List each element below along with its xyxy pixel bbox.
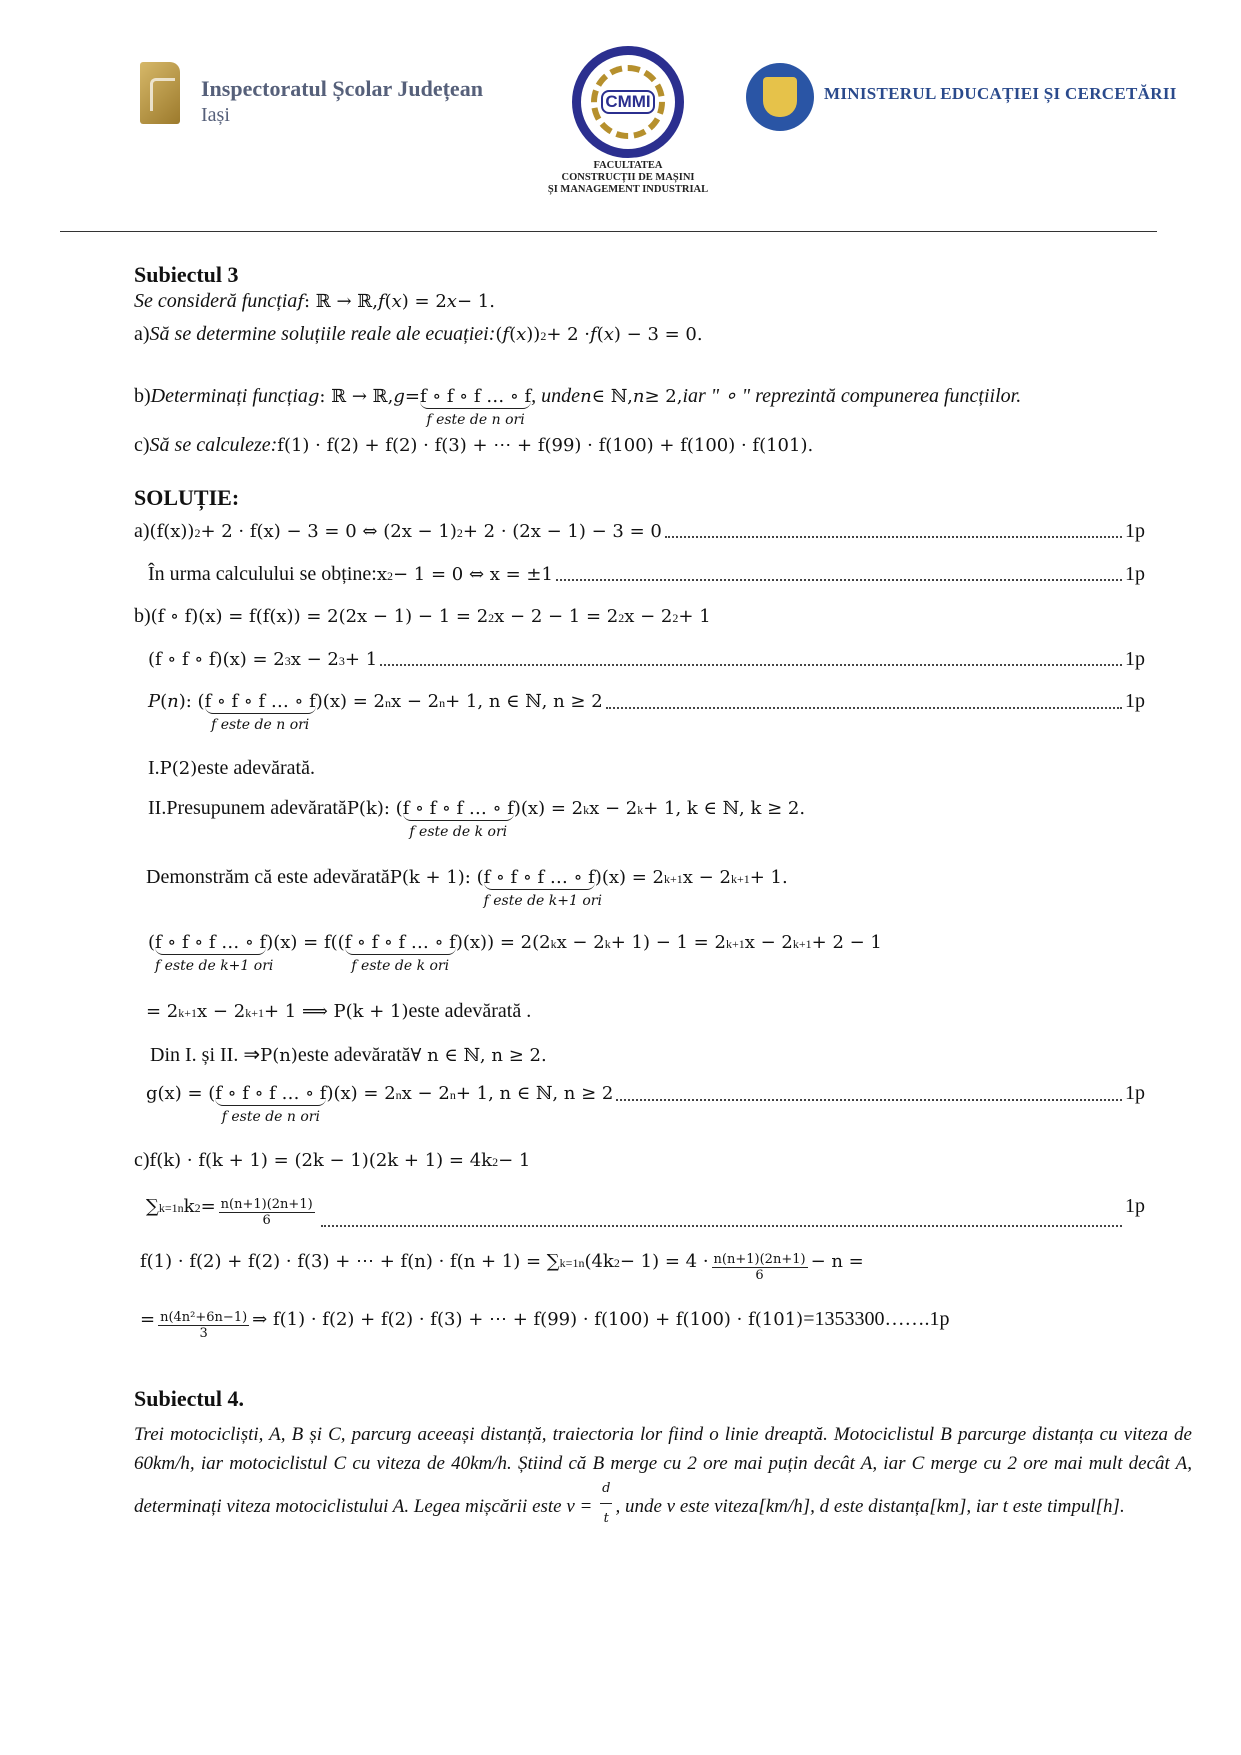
text-segment: + 1 bbox=[678, 606, 711, 627]
text-segment: x − 2 bbox=[744, 932, 793, 953]
document-line bbox=[134, 434, 813, 457]
points-label: 1p bbox=[1125, 1082, 1145, 1104]
text-segment: Se consideră funcția bbox=[134, 290, 298, 312]
text-segment: ) = 2 bbox=[401, 291, 447, 312]
gear-icon bbox=[591, 65, 665, 139]
document-line bbox=[140, 1308, 1145, 1345]
text-segment: ( bbox=[596, 324, 604, 345]
text-segment: (f ∘ f)(x) = f(f(x)) = 2(2x − 1) − 1 = 2 bbox=[150, 606, 489, 627]
text-segment: + 1, k ∈ ℕ, k ≥ 2. bbox=[643, 798, 806, 819]
fraction-numerator: n(4n²+6n−1) bbox=[160, 1310, 248, 1325]
document-line bbox=[134, 262, 239, 288]
cmmi-seal-logo bbox=[572, 46, 684, 158]
document-line: II.Presupunem adevărată P(k): ( f ∘ f ∘ f … ∘ f f este de k ori )(x) = 2 k x − 2 k + 1, k ∈ ℕ, k ≥ 2. bbox=[148, 797, 806, 840]
underbrace-group: f ∘ f ∘ f … ∘ f f este de k+1 ori bbox=[483, 867, 602, 909]
dot-leader bbox=[606, 707, 1122, 709]
document-line bbox=[134, 383, 1022, 428]
text-segment: + 1, n ∈ ℕ, n ≥ 2 bbox=[455, 1083, 614, 1104]
section-heading: SOLUȚIE: bbox=[134, 485, 240, 510]
text-segment: P(2) bbox=[159, 758, 198, 779]
text-segment: ≥ 2, bbox=[644, 386, 683, 407]
points-label: 1p bbox=[1125, 520, 1145, 542]
text-segment: f(k) · f(k + 1) = (2k − 1)(2k + 1) = 4k bbox=[149, 1150, 493, 1171]
text-segment: g bbox=[393, 386, 405, 407]
text-segment: ) bbox=[533, 324, 541, 345]
text-segment: = bbox=[200, 1196, 216, 1217]
text-segment: g bbox=[307, 386, 320, 407]
text-segment: c) bbox=[134, 1149, 150, 1171]
fraction-denominator: 3 bbox=[199, 1326, 208, 1341]
text-segment: − n = bbox=[810, 1251, 864, 1272]
text-segment: ( bbox=[495, 324, 503, 345]
text-segment: f bbox=[590, 324, 597, 345]
text-segment: II.Presupunem adevărată bbox=[148, 797, 347, 819]
text-segment: ( bbox=[160, 691, 168, 712]
fraction-numerator: n(n+1)(2n+1) bbox=[713, 1252, 806, 1267]
coat-of-arms-icon bbox=[763, 77, 797, 117]
section-heading: Subiectul 3 bbox=[134, 262, 239, 287]
underbrace-label: f este de k+1 ori bbox=[483, 893, 602, 909]
text-segment: c) bbox=[134, 434, 150, 456]
document-line bbox=[134, 290, 495, 313]
text-segment: , unde bbox=[531, 385, 581, 407]
underbrace-label: f este de n ori bbox=[211, 717, 310, 733]
isj-city: Iași bbox=[201, 104, 230, 126]
fraction-numerator: d bbox=[600, 1474, 612, 1504]
text-segment: + 2 − 1 bbox=[811, 932, 882, 953]
points-label: 1p bbox=[929, 1308, 950, 1330]
points-label: 1p bbox=[1125, 1195, 1145, 1217]
underbrace-group: f ∘ f ∘ f … ∘ f f este de n ori bbox=[215, 1083, 327, 1125]
text-segment: : ℝ → ℝ, bbox=[303, 291, 378, 312]
text-segment: = bbox=[140, 1309, 156, 1330]
text-segment: )(x)) = 2(2 bbox=[455, 932, 551, 953]
dot-leader bbox=[556, 579, 1122, 581]
text-segment: (4k bbox=[584, 1251, 614, 1272]
points-label: 1p bbox=[1125, 690, 1145, 712]
fraction-denominator: 6 bbox=[262, 1213, 271, 1228]
dot-leader bbox=[616, 1099, 1122, 1101]
text-segment: − 1. bbox=[456, 291, 495, 312]
points-label: 1p bbox=[1125, 563, 1145, 585]
text-segment: n bbox=[580, 386, 592, 407]
text-segment: x − 2 bbox=[589, 798, 638, 819]
text-segment: + 2 · f(x) − 3 = 0 ⇔ (2x − 1) bbox=[200, 521, 457, 542]
dot-leader bbox=[665, 536, 1122, 538]
isj-title: Inspectoratul Școlar Județean bbox=[201, 76, 483, 101]
text-segment: g(x) = ( bbox=[146, 1083, 216, 1104]
text-segment: f bbox=[297, 291, 304, 312]
header-divider bbox=[60, 231, 1157, 232]
text-segment: f(1) · f(2) + f(2) · f(3) + ⋯ + f(99) · f(100) + f(100) · f(101). bbox=[277, 435, 814, 456]
velocity-fraction bbox=[600, 1474, 612, 1533]
text-segment: = 2 bbox=[146, 1001, 179, 1022]
document-line: c) f(k) · f(k + 1) = (2k − 1)(2k + 1) = 4k 2 − 1 bbox=[134, 1149, 531, 1171]
faculty-line: CONSTRUCȚII DE MAȘINI bbox=[561, 172, 695, 183]
text-segment: =1353300……. bbox=[803, 1308, 930, 1330]
text-segment: este adevărată . bbox=[408, 1000, 532, 1022]
text-segment: )(x) = f(( bbox=[266, 932, 345, 953]
text-segment: x − 2 bbox=[624, 606, 673, 627]
document-line: ( f ∘ f ∘ f … ∘ f f este de k+1 ori )(x) = f(( f ∘ f ∘ f … ∘ f f este de k ori )(x)) = 2(2 k x − 2 k + 1) − 1 = 2 k+1 x − 2 k+1 + 2 − 1 bbox=[148, 932, 882, 974]
text-segment: I. bbox=[148, 757, 160, 779]
text-segment: ⇒ f(1) · f(2) + f(2) · f(3) + ⋯ + f(99) · f(100) + f(100) · f(101) bbox=[252, 1309, 804, 1330]
text-segment: f bbox=[502, 324, 510, 345]
text-segment: x − 2 bbox=[556, 932, 605, 953]
document-line: Demonstrăm că este adevărată P(k + 1): ( f ∘ f ∘ f … ∘ f f este de k+1 ori )(x) = 2 k+1 x − 2 k+1 + 1. bbox=[146, 866, 788, 909]
document-line bbox=[134, 485, 239, 511]
underbrace-label: f este de k ori bbox=[409, 824, 508, 840]
document-line bbox=[134, 1386, 244, 1412]
text-segment: : ℝ → ℝ, bbox=[319, 386, 394, 407]
text-segment: P(k + 1): ( bbox=[389, 867, 484, 888]
text-segment: este adevărată bbox=[297, 1044, 411, 1066]
text-segment: a) bbox=[134, 520, 150, 542]
document-line: = 2 k+1 x − 2 k+1 + 1 ⟹ P(k + 1) este adevărată . bbox=[146, 1000, 532, 1022]
ministry-title: MINISTERUL EDUCAȚIEI ȘI CERCETĂRII bbox=[824, 84, 1177, 103]
text-segment: x bbox=[391, 291, 402, 312]
text-segment: x − 2 − 1 = 2 bbox=[494, 606, 619, 627]
text-segment: ): ( bbox=[178, 691, 205, 712]
isj-logo bbox=[140, 62, 180, 124]
document-line: f(1) · f(2) + f(2) · f(3) + ⋯ + f(n) · f(n + 1) = ∑ k=1 n (4k 2 − 1) = 4 · $\frac{n(n+1)(2n+1)}{6}$ − n = bbox=[140, 1251, 864, 1283]
text-segment: este adevărată. bbox=[197, 757, 315, 779]
text-segment: k bbox=[183, 1196, 195, 1217]
text-segment: a) bbox=[134, 323, 150, 345]
underbrace-group: f ∘ f ∘ f … ∘ f f este de k ori bbox=[344, 932, 456, 974]
subject4-text: Trei motocicliști, A, B și C, parcurg aceeași distanță, traiectoria lor fiind o linie dreaptă. Motociclistul B parcurge distanța cu viteza de 60km/h, iar motociclistul C cu viteza de 40km/h. Știind că B merge cu 2 ore mai puțin decât A, iar C merge cu 2 ore mai mult decât A, determinați viteza motociclistului A. Legea mișcării este v = bbox=[134, 1424, 1192, 1517]
text-segment: iar " ∘ " reprezintă compunerea funcțiilor. bbox=[682, 385, 1022, 407]
text-segment: )(x) = 2 bbox=[315, 691, 385, 712]
text-segment: x − 2 bbox=[390, 691, 440, 712]
text-segment: Să se determine soluțiile reale ale ecuației: bbox=[149, 323, 496, 345]
document-line: a) (f(x)) 2 + 2 · f(x) − 3 = 0 ⇔ (2x − 1) 2 + 2 · (2x − 1) − 3 = 0 1p bbox=[134, 520, 1145, 542]
subject4-text-end: , unde v este viteza[km/h], d este distanța[km], iar t este timpul[h]. bbox=[615, 1495, 1125, 1517]
text-segment: n bbox=[632, 386, 645, 407]
faculty-line: FACULTATEA bbox=[593, 160, 663, 171]
document-line: g(x) = ( f ∘ f ∘ f … ∘ f f este de n ori )(x) = 2 n x − 2 n + 1, n ∈ ℕ, n ≥ 2 1p bbox=[146, 1082, 1145, 1125]
document-line: b) (f ∘ f)(x) = f(f(x)) = 2(2x − 1) − 1 = 2 2 x − 2 − 1 = 2 2 x − 2 2 + 1 bbox=[134, 605, 711, 627]
underbrace-label: f este de k+1 ori bbox=[155, 958, 274, 974]
text-segment: ∀ n ∈ ℕ, n ≥ 2. bbox=[410, 1045, 547, 1066]
text-segment: P(n) bbox=[260, 1045, 298, 1066]
text-segment: (f ∘ f ∘ f)(x) = 2 bbox=[148, 649, 285, 670]
text-segment: x bbox=[376, 564, 387, 585]
text-segment: n bbox=[167, 691, 179, 712]
text-segment: + 1, n ∈ ℕ, n ≥ 2 bbox=[445, 691, 603, 712]
text-segment: P(k): ( bbox=[346, 798, 403, 819]
text-segment: + 1 ⟹ P(k + 1) bbox=[263, 1001, 409, 1022]
text-segment: − 1 = 0 ⇔ x = ±1 bbox=[392, 564, 553, 585]
fraction-numerator: n(n+1)(2n+1) bbox=[220, 1197, 313, 1212]
text-segment: )(x) = 2 bbox=[594, 867, 665, 888]
section-heading: Subiectul 4. bbox=[134, 1386, 245, 1411]
text-segment: x bbox=[446, 291, 457, 312]
text-segment: ) − 3 = 0. bbox=[613, 324, 703, 345]
text-segment: − 1) = 4 · bbox=[619, 1251, 709, 1272]
text-segment: ∑ bbox=[146, 1196, 159, 1217]
text-segment: + 1. bbox=[749, 867, 788, 888]
text-segment: Să se calculeze: bbox=[149, 434, 278, 456]
text-segment: x − 2 bbox=[290, 649, 339, 670]
faculty-line: ȘI MANAGEMENT INDUSTRIAL bbox=[547, 184, 709, 195]
document-line: P ( n ): ( f ∘ f ∘ f … ∘ f f este de n ori )(x) = 2 n x − 2 n + 1, n ∈ ℕ, n ≥ 2 1p bbox=[148, 690, 1145, 733]
document-line bbox=[150, 1042, 547, 1067]
fraction bbox=[712, 1252, 808, 1283]
text-segment: ) bbox=[526, 324, 534, 345]
text-segment: b) bbox=[134, 605, 151, 627]
fraction-denominator: t bbox=[603, 1511, 609, 1526]
text-segment: P bbox=[148, 691, 161, 712]
text-segment: ( bbox=[384, 291, 392, 312]
document-line: (f ∘ f ∘ f)(x) = 2 3 x − 2 3 + 1 1p bbox=[148, 648, 1145, 670]
text-segment: + 1) − 1 = 2 bbox=[610, 932, 726, 953]
text-segment: Din I. și II. ⇒ bbox=[150, 1044, 261, 1066]
underbrace-group: f ∘ f ∘ f … ∘ f f este de k ori bbox=[402, 798, 514, 840]
text-segment: f bbox=[377, 291, 385, 312]
government-seal-logo bbox=[746, 63, 814, 131]
underbrace-group: f ∘ f ∘ f … ∘ f f este de k+1 ori bbox=[155, 932, 274, 974]
underbrace-label: f este de n ori bbox=[221, 1109, 320, 1125]
text-segment: x bbox=[516, 324, 527, 345]
underbrace-group: f ∘ f ∘ f … ∘ f f este de n ori bbox=[419, 386, 532, 428]
text-segment: ( bbox=[509, 324, 517, 345]
document-line: a) Să se determine soluțiile reale ale ecuației: ( f ( x ) ) 2 + 2 · f ( x ) − 3 = 0. bbox=[134, 323, 703, 345]
underbrace-label: f este de n ori bbox=[426, 412, 525, 428]
text-segment: b) bbox=[134, 385, 151, 407]
fraction bbox=[219, 1197, 315, 1228]
document-line: ∑ k=1 n k 2 = $\frac{n(n+1)(2n+1)}{6}$ 1p bbox=[146, 1195, 1145, 1228]
fraction bbox=[158, 1310, 249, 1341]
document-line bbox=[148, 757, 315, 780]
text-segment: = bbox=[404, 386, 420, 407]
text-segment: (f(x)) bbox=[149, 521, 195, 542]
text-segment: )(x) = 2 bbox=[326, 1083, 396, 1104]
text-segment: x − 2 bbox=[682, 867, 731, 888]
text-segment: + 2 · (2x − 1) − 3 = 0 bbox=[462, 521, 662, 542]
dot-leader bbox=[321, 1225, 1122, 1227]
text-segment: Demonstrăm că este adevărată bbox=[146, 866, 390, 888]
subject4-problem-text bbox=[134, 1420, 1192, 1537]
underbrace-group: f ∘ f ∘ f … ∘ f f este de n ori bbox=[204, 691, 316, 733]
text-segment: f(1) · f(2) + f(2) · f(3) + ⋯ + f(n) · f(n + 1) = ∑ bbox=[140, 1251, 560, 1272]
text-segment: x bbox=[603, 324, 614, 345]
text-segment: Determinați funcția bbox=[150, 385, 308, 407]
text-segment: x − 2 bbox=[197, 1001, 246, 1022]
text-segment: ∈ ℕ, bbox=[591, 386, 633, 407]
dot-leader bbox=[380, 664, 1122, 666]
document-line: În urma calculului se obține: x 2 − 1 = 0 ⇔ x = ±1 1p bbox=[148, 563, 1145, 585]
underbrace-label: f este de k ori bbox=[351, 958, 450, 974]
faculty-name bbox=[520, 160, 736, 196]
text-segment: + 1 bbox=[344, 649, 378, 670]
text-segment: În urma calculului se obține: bbox=[148, 563, 377, 585]
text-segment: − 1 bbox=[498, 1150, 531, 1171]
cmmi-logo-text: CMMI bbox=[601, 90, 654, 114]
points-label: 1p bbox=[1125, 648, 1145, 670]
text-segment: x − 2 bbox=[401, 1083, 450, 1104]
text-segment: + 2 · bbox=[546, 324, 591, 345]
text-segment: )(x) = 2 bbox=[513, 798, 584, 819]
text-segment: ( bbox=[148, 932, 156, 953]
fraction-denominator: 6 bbox=[755, 1268, 764, 1283]
